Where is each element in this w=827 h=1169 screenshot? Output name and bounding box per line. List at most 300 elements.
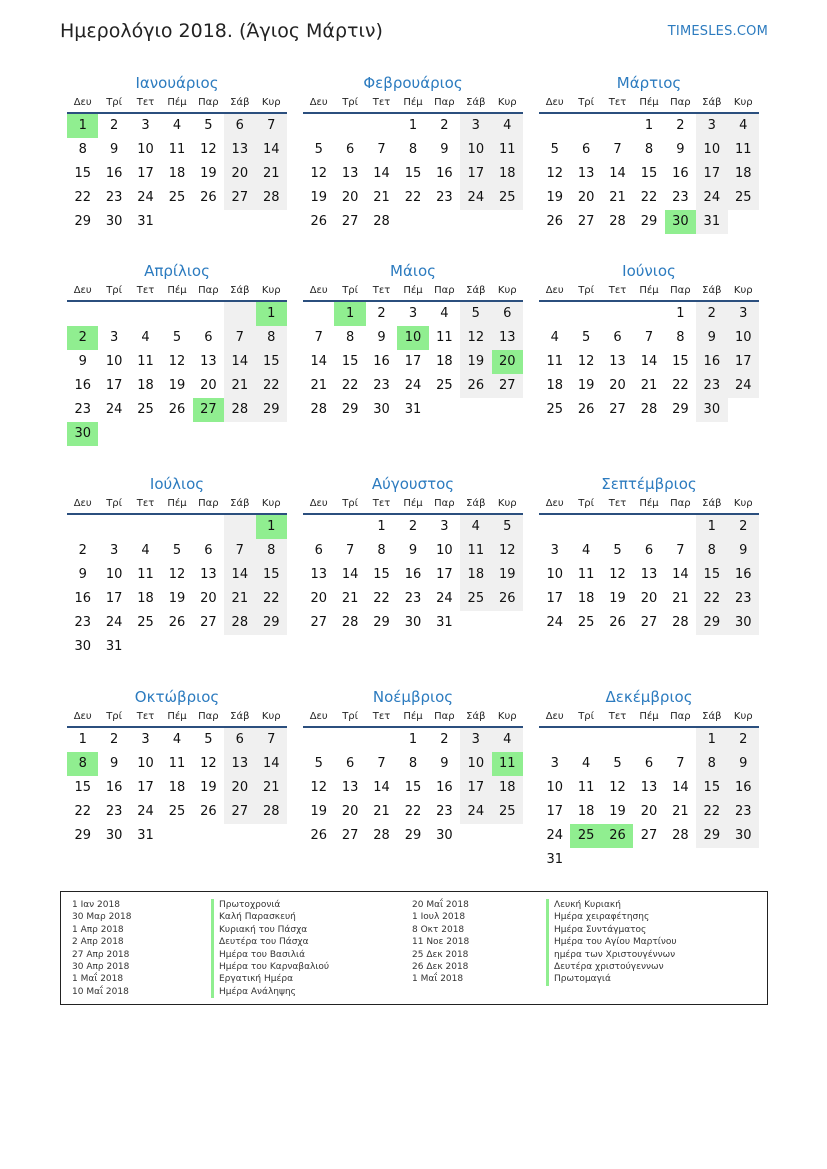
day-cell[interactable]: 4: [440, 306, 449, 321]
day-cell[interactable]: 17: [105, 378, 123, 393]
day-cell[interactable]: 13: [224, 752, 255, 776]
day-cell[interactable]: 13: [341, 166, 359, 181]
day-cell[interactable]: 20: [200, 378, 217, 393]
day-cell[interactable]: 10: [436, 543, 453, 558]
day-cell[interactable]: 26: [602, 824, 633, 848]
day-cell[interactable]: 30: [665, 210, 696, 234]
day-cell[interactable]: 22: [341, 378, 359, 393]
day-cell[interactable]: 10: [546, 567, 563, 582]
day-cell[interactable]: 6: [613, 330, 622, 345]
day-cell[interactable]: 13: [310, 567, 327, 582]
day-cell[interactable]: 6: [224, 728, 255, 752]
day-cell[interactable]: 2: [696, 302, 727, 326]
day-cell[interactable]: 3: [696, 114, 727, 138]
day-cell[interactable]: 7: [377, 142, 386, 157]
day-cell[interactable]: 7: [676, 543, 685, 558]
day-cell[interactable]: 17: [460, 776, 491, 800]
day-cell[interactable]: 15: [672, 354, 689, 369]
day-cell[interactable]: 24: [436, 591, 453, 606]
day-cell[interactable]: 15: [256, 350, 287, 374]
day-cell[interactable]: 4: [460, 515, 491, 539]
day-cell[interactable]: 16: [105, 780, 123, 795]
day-cell[interactable]: 30: [728, 611, 759, 635]
day-cell[interactable]: 19: [546, 190, 563, 205]
day-cell[interactable]: 20: [200, 591, 217, 606]
day-cell[interactable]: 13: [200, 354, 217, 369]
day-cell[interactable]: 23: [373, 378, 390, 393]
day-cell[interactable]: 7: [676, 756, 685, 771]
day-cell[interactable]: 3: [141, 732, 150, 747]
day-cell[interactable]: 9: [377, 330, 386, 345]
day-cell[interactable]: 7: [256, 728, 287, 752]
day-cell[interactable]: 14: [224, 563, 255, 587]
day-cell[interactable]: 17: [460, 162, 491, 186]
day-cell[interactable]: 28: [640, 402, 658, 417]
day-cell[interactable]: 6: [644, 756, 654, 771]
day-cell[interactable]: 5: [204, 118, 213, 133]
day-cell[interactable]: 20: [492, 350, 523, 374]
day-cell[interactable]: 17: [546, 804, 563, 819]
day-cell[interactable]: 25: [728, 186, 759, 210]
day-cell[interactable]: 25: [168, 190, 186, 205]
day-cell[interactable]: 19: [609, 804, 626, 819]
day-cell[interactable]: 1: [256, 302, 287, 326]
day-cell[interactable]: 19: [492, 563, 523, 587]
day-cell[interactable]: 14: [373, 166, 390, 181]
day-cell[interactable]: 5: [460, 302, 491, 326]
day-cell[interactable]: 8: [67, 752, 98, 776]
day-cell[interactable]: 1: [334, 302, 365, 326]
day-cell[interactable]: 21: [256, 162, 287, 186]
day-cell[interactable]: 22: [256, 374, 287, 398]
day-cell[interactable]: 4: [141, 543, 150, 558]
day-cell[interactable]: 20: [640, 804, 658, 819]
day-cell[interactable]: 16: [728, 563, 759, 587]
day-cell[interactable]: 12: [546, 166, 563, 181]
day-cell[interactable]: 8: [696, 752, 727, 776]
day-cell[interactable]: 4: [172, 118, 182, 133]
day-cell[interactable]: 26: [609, 615, 626, 630]
day-cell[interactable]: 15: [640, 166, 658, 181]
day-cell[interactable]: 27: [193, 398, 224, 422]
day-cell[interactable]: 24: [105, 402, 123, 417]
day-cell[interactable]: 23: [404, 591, 422, 606]
day-cell[interactable]: 21: [672, 804, 689, 819]
day-cell[interactable]: 31: [436, 615, 453, 630]
day-cell[interactable]: 28: [672, 615, 689, 630]
day-cell[interactable]: 24: [137, 804, 154, 819]
day-cell[interactable]: 18: [168, 780, 186, 795]
day-cell[interactable]: 11: [436, 330, 453, 345]
day-cell[interactable]: 2: [440, 732, 449, 747]
day-cell[interactable]: 4: [581, 756, 591, 771]
day-cell[interactable]: 25: [137, 402, 154, 417]
day-cell[interactable]: 11: [577, 567, 595, 582]
day-cell[interactable]: 8: [256, 539, 287, 563]
day-cell[interactable]: 26: [492, 587, 523, 611]
day-cell[interactable]: 10: [105, 567, 123, 582]
day-cell[interactable]: 5: [492, 515, 523, 539]
day-cell[interactable]: 12: [460, 326, 491, 350]
day-cell[interactable]: 11: [168, 142, 186, 157]
day-cell[interactable]: 19: [609, 591, 626, 606]
day-cell[interactable]: 15: [404, 166, 422, 181]
day-cell[interactable]: 11: [492, 138, 523, 162]
day-cell[interactable]: 1: [67, 114, 98, 138]
day-cell[interactable]: 12: [200, 756, 217, 771]
day-cell[interactable]: 21: [224, 587, 255, 611]
day-cell[interactable]: 16: [436, 780, 453, 795]
day-cell[interactable]: 28: [224, 611, 255, 635]
day-cell[interactable]: 15: [696, 563, 727, 587]
day-cell[interactable]: 25: [546, 402, 563, 417]
day-cell[interactable]: 22: [404, 190, 422, 205]
day-cell[interactable]: 24: [105, 615, 123, 630]
day-cell[interactable]: 23: [728, 800, 759, 824]
day-cell[interactable]: 27: [341, 828, 359, 843]
day-cell[interactable]: 14: [609, 166, 626, 181]
day-cell[interactable]: 31: [546, 852, 563, 867]
day-cell[interactable]: 23: [74, 615, 91, 630]
day-cell[interactable]: 12: [609, 780, 626, 795]
day-cell[interactable]: 2: [78, 543, 87, 558]
day-cell[interactable]: 15: [256, 563, 287, 587]
day-cell[interactable]: 19: [310, 190, 327, 205]
day-cell[interactable]: 4: [141, 330, 150, 345]
day-cell[interactable]: 22: [74, 190, 91, 205]
day-cell[interactable]: 22: [640, 190, 658, 205]
day-cell[interactable]: 2: [440, 118, 449, 133]
day-cell[interactable]: 10: [105, 354, 123, 369]
day-cell[interactable]: 23: [672, 190, 689, 205]
day-cell[interactable]: 22: [696, 800, 727, 824]
day-cell[interactable]: 28: [341, 615, 359, 630]
day-cell[interactable]: 21: [341, 591, 359, 606]
day-cell[interactable]: 4: [550, 330, 559, 345]
day-cell[interactable]: 5: [314, 142, 323, 157]
day-cell[interactable]: 15: [404, 780, 422, 795]
day-cell[interactable]: 7: [613, 142, 622, 157]
day-cell[interactable]: 12: [310, 780, 327, 795]
day-cell[interactable]: 2: [67, 326, 98, 350]
day-cell[interactable]: 18: [577, 804, 595, 819]
day-cell[interactable]: 29: [256, 611, 287, 635]
day-cell[interactable]: 30: [373, 402, 390, 417]
day-cell[interactable]: 23: [696, 374, 727, 398]
day-cell[interactable]: 16: [436, 166, 453, 181]
day-cell[interactable]: 24: [460, 186, 491, 210]
day-cell[interactable]: 26: [460, 374, 491, 398]
day-cell[interactable]: 28: [256, 186, 287, 210]
day-cell[interactable]: 7: [644, 330, 654, 345]
day-cell[interactable]: 16: [373, 354, 390, 369]
day-cell[interactable]: 27: [200, 615, 217, 630]
day-cell[interactable]: 16: [728, 776, 759, 800]
day-cell[interactable]: 15: [373, 567, 390, 582]
day-cell[interactable]: 19: [168, 591, 186, 606]
day-cell[interactable]: 26: [577, 402, 595, 417]
day-cell[interactable]: 12: [577, 354, 595, 369]
day-cell[interactable]: 29: [696, 824, 727, 848]
day-cell[interactable]: 13: [640, 567, 658, 582]
day-cell[interactable]: 27: [310, 615, 327, 630]
day-cell[interactable]: 21: [672, 591, 689, 606]
day-cell[interactable]: 1: [696, 728, 727, 752]
day-cell[interactable]: 20: [224, 776, 255, 800]
day-cell[interactable]: 7: [345, 543, 355, 558]
day-cell[interactable]: 2: [728, 515, 759, 539]
day-cell[interactable]: 12: [168, 354, 186, 369]
day-cell[interactable]: 28: [609, 214, 626, 229]
day-cell[interactable]: 30: [436, 828, 453, 843]
day-cell[interactable]: 14: [310, 354, 327, 369]
day-cell[interactable]: 26: [310, 214, 327, 229]
day-cell[interactable]: 15: [341, 354, 359, 369]
day-cell[interactable]: 11: [137, 567, 154, 582]
day-cell[interactable]: 10: [696, 138, 727, 162]
day-cell[interactable]: 30: [404, 615, 422, 630]
day-cell[interactable]: 26: [168, 402, 186, 417]
day-cell[interactable]: 7: [314, 330, 323, 345]
day-cell[interactable]: 17: [137, 166, 154, 181]
day-cell[interactable]: 1: [408, 118, 418, 133]
day-cell[interactable]: 16: [696, 350, 727, 374]
day-cell[interactable]: 20: [609, 378, 626, 393]
day-cell[interactable]: 14: [224, 350, 255, 374]
day-cell[interactable]: 4: [492, 728, 523, 752]
day-cell[interactable]: 24: [546, 615, 563, 630]
day-cell[interactable]: 26: [546, 214, 563, 229]
day-cell[interactable]: 7: [224, 326, 255, 350]
day-cell[interactable]: 3: [440, 519, 449, 534]
day-cell[interactable]: 9: [78, 567, 87, 582]
day-cell[interactable]: 17: [137, 780, 154, 795]
day-cell[interactable]: 28: [256, 800, 287, 824]
day-cell[interactable]: 12: [310, 166, 327, 181]
day-cell[interactable]: 27: [640, 828, 658, 843]
day-cell[interactable]: 27: [640, 615, 658, 630]
day-cell[interactable]: 3: [109, 330, 119, 345]
day-cell[interactable]: 6: [204, 543, 213, 558]
day-cell[interactable]: 23: [436, 804, 453, 819]
day-cell[interactable]: 30: [74, 639, 91, 654]
day-cell[interactable]: 25: [168, 804, 186, 819]
day-cell[interactable]: 21: [310, 378, 327, 393]
day-cell[interactable]: 28: [373, 828, 390, 843]
day-cell[interactable]: 27: [224, 186, 255, 210]
day-cell[interactable]: 25: [492, 800, 523, 824]
day-cell[interactable]: 9: [728, 539, 759, 563]
day-cell[interactable]: 30: [728, 824, 759, 848]
day-cell[interactable]: 11: [728, 138, 759, 162]
day-cell[interactable]: 21: [373, 804, 390, 819]
day-cell[interactable]: 11: [577, 780, 595, 795]
day-cell[interactable]: 8: [676, 330, 685, 345]
day-cell[interactable]: 1: [256, 515, 287, 539]
day-cell[interactable]: 23: [105, 190, 123, 205]
day-cell[interactable]: 2: [676, 118, 685, 133]
day-cell[interactable]: 19: [200, 780, 217, 795]
day-cell[interactable]: 24: [404, 378, 422, 393]
day-cell[interactable]: 3: [460, 114, 491, 138]
day-cell[interactable]: 16: [74, 591, 91, 606]
day-cell[interactable]: 6: [345, 142, 355, 157]
day-cell[interactable]: 30: [105, 214, 123, 229]
day-cell[interactable]: 25: [570, 824, 601, 848]
day-cell[interactable]: 2: [377, 306, 386, 321]
day-cell[interactable]: 6: [492, 302, 523, 326]
day-cell[interactable]: 12: [200, 142, 217, 157]
day-cell[interactable]: 21: [256, 776, 287, 800]
day-cell[interactable]: 31: [105, 639, 123, 654]
day-cell[interactable]: 26: [200, 804, 217, 819]
day-cell[interactable]: 14: [640, 354, 658, 369]
day-cell[interactable]: 7: [224, 539, 255, 563]
day-cell[interactable]: 11: [137, 354, 154, 369]
day-cell[interactable]: 18: [728, 162, 759, 186]
day-cell[interactable]: 10: [460, 752, 491, 776]
day-cell[interactable]: 18: [137, 591, 154, 606]
day-cell[interactable]: 29: [74, 828, 91, 843]
day-cell[interactable]: 27: [341, 214, 359, 229]
day-cell[interactable]: 22: [373, 591, 390, 606]
day-cell[interactable]: 29: [74, 214, 91, 229]
day-cell[interactable]: 9: [440, 142, 449, 157]
day-cell[interactable]: 17: [546, 591, 563, 606]
day-cell[interactable]: 1: [696, 515, 727, 539]
day-cell[interactable]: 31: [137, 214, 154, 229]
day-cell[interactable]: 21: [640, 378, 658, 393]
day-cell[interactable]: 9: [109, 142, 119, 157]
day-cell[interactable]: 29: [672, 402, 689, 417]
day-cell[interactable]: 9: [676, 142, 685, 157]
day-cell[interactable]: 5: [314, 756, 323, 771]
day-cell[interactable]: 30: [67, 422, 98, 446]
day-cell[interactable]: 5: [172, 543, 182, 558]
day-cell[interactable]: 20: [577, 190, 595, 205]
day-cell[interactable]: 1: [377, 519, 386, 534]
day-cell[interactable]: 7: [377, 756, 386, 771]
day-cell[interactable]: 22: [74, 804, 91, 819]
day-cell[interactable]: 16: [105, 166, 123, 181]
day-cell[interactable]: 17: [436, 567, 453, 582]
day-cell[interactable]: 12: [492, 539, 523, 563]
day-cell[interactable]: 17: [404, 354, 422, 369]
day-cell[interactable]: 18: [168, 166, 186, 181]
day-cell[interactable]: 18: [546, 378, 563, 393]
day-cell[interactable]: 12: [609, 567, 626, 582]
day-cell[interactable]: 6: [345, 756, 355, 771]
day-cell[interactable]: 15: [74, 780, 91, 795]
day-cell[interactable]: 14: [256, 752, 287, 776]
day-cell[interactable]: 6: [314, 543, 323, 558]
day-cell[interactable]: 16: [672, 166, 689, 181]
day-cell[interactable]: 3: [550, 756, 559, 771]
day-cell[interactable]: 5: [204, 732, 213, 747]
day-cell[interactable]: 23: [728, 587, 759, 611]
day-cell[interactable]: 10: [137, 142, 154, 157]
day-cell[interactable]: 13: [200, 567, 217, 582]
day-cell[interactable]: 20: [640, 591, 658, 606]
day-cell[interactable]: 3: [109, 543, 119, 558]
day-cell[interactable]: 3: [728, 302, 759, 326]
day-cell[interactable]: 11: [546, 354, 563, 369]
day-cell[interactable]: 20: [310, 591, 327, 606]
day-cell[interactable]: 24: [696, 186, 727, 210]
day-cell[interactable]: 14: [341, 567, 359, 582]
day-cell[interactable]: 28: [310, 402, 327, 417]
day-cell[interactable]: 8: [644, 142, 654, 157]
day-cell[interactable]: 24: [546, 828, 563, 843]
day-cell[interactable]: 24: [460, 800, 491, 824]
day-cell[interactable]: 9: [728, 752, 759, 776]
day-cell[interactable]: 1: [408, 732, 418, 747]
day-cell[interactable]: 18: [492, 776, 523, 800]
day-cell[interactable]: 20: [224, 162, 255, 186]
day-cell[interactable]: 11: [460, 539, 491, 563]
day-cell[interactable]: 3: [408, 306, 418, 321]
day-cell[interactable]: 9: [109, 756, 119, 771]
day-cell[interactable]: 30: [105, 828, 123, 843]
day-cell[interactable]: 23: [436, 190, 453, 205]
day-cell[interactable]: 18: [137, 378, 154, 393]
day-cell[interactable]: 31: [137, 828, 154, 843]
day-cell[interactable]: 1: [644, 118, 654, 133]
day-cell[interactable]: 26: [168, 615, 186, 630]
day-cell[interactable]: 17: [728, 350, 759, 374]
day-cell[interactable]: 20: [341, 190, 359, 205]
day-cell[interactable]: 11: [168, 756, 186, 771]
day-cell[interactable]: 7: [256, 114, 287, 138]
day-cell[interactable]: 19: [310, 804, 327, 819]
day-cell[interactable]: 10: [460, 138, 491, 162]
day-cell[interactable]: 28: [672, 828, 689, 843]
day-cell[interactable]: 10: [397, 326, 428, 350]
day-cell[interactable]: 30: [696, 398, 727, 422]
site-link[interactable]: TIMESLES.COM: [667, 24, 768, 39]
day-cell[interactable]: 31: [696, 210, 727, 234]
day-cell[interactable]: 13: [609, 354, 626, 369]
day-cell[interactable]: 10: [546, 780, 563, 795]
day-cell[interactable]: 8: [345, 330, 355, 345]
day-cell[interactable]: 29: [640, 214, 658, 229]
day-cell[interactable]: 2: [408, 519, 418, 534]
day-cell[interactable]: 25: [460, 587, 491, 611]
day-cell[interactable]: 18: [436, 354, 453, 369]
day-cell[interactable]: 28: [224, 398, 255, 422]
day-cell[interactable]: 19: [577, 378, 595, 393]
day-cell[interactable]: 19: [460, 350, 491, 374]
day-cell[interactable]: 18: [492, 162, 523, 186]
day-cell[interactable]: 5: [172, 330, 182, 345]
day-cell[interactable]: 22: [672, 378, 689, 393]
day-cell[interactable]: 22: [404, 804, 422, 819]
day-cell[interactable]: 8: [377, 543, 386, 558]
day-cell[interactable]: 8: [408, 756, 418, 771]
day-cell[interactable]: 29: [404, 828, 422, 843]
day-cell[interactable]: 13: [577, 166, 595, 181]
day-cell[interactable]: 17: [105, 591, 123, 606]
day-cell[interactable]: 10: [728, 326, 759, 350]
day-cell[interactable]: 11: [492, 752, 523, 776]
day-cell[interactable]: 29: [256, 398, 287, 422]
day-cell[interactable]: 19: [168, 378, 186, 393]
day-cell[interactable]: 27: [577, 214, 595, 229]
day-cell[interactable]: 5: [550, 142, 559, 157]
day-cell[interactable]: 2: [728, 728, 759, 752]
day-cell[interactable]: 6: [224, 114, 255, 138]
day-cell[interactable]: 14: [373, 780, 390, 795]
